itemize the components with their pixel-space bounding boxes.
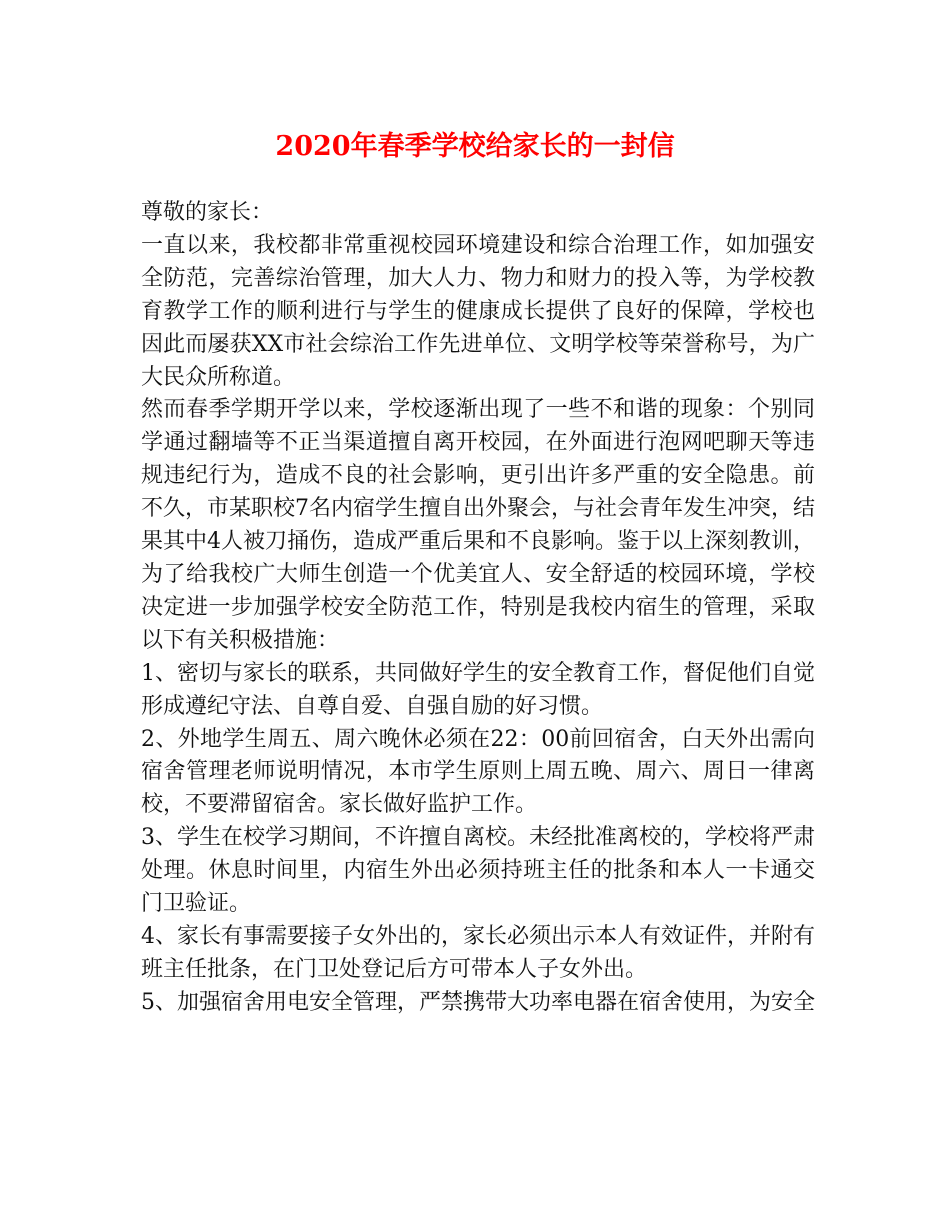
document-title: 2020年春季学校给家长的一封信 [275,131,675,162]
letter-body [141,197,815,1020]
measure-1: 1、密切与家长的联系，共同做好学生的安全教育工作，督促他们自觉形成遵纪守法、自尊自爱、自强自励的好习惯。 [141,660,815,719]
measure-3: 3、学生在校学习期间，不许擅自离校。未经批准离校的，学校将严肃处理。休息时间里，内宿生外出必须持班主任的批条和本人一卡通交门卫验证。 [141,825,815,917]
measure-2: 2、外地学生周五、周六晚休必须在22：00前回宿舍，白天外出需向宿舍管理老师说明情况，本市学生原则上周五晚、周六、周日一律离校，不要滞留宿舍。家长做好监护工作。 [141,726,815,818]
paragraph-intro: 一直以来，我校都非常重视校园环境建设和综合治理工作，如加强安全防范，完善综治管理，加大人力、物力和财力的投入等，为学校教育教学工作的顺利进行与学生的健康成长提供了良好的保障，学校也因此而屡获XX市社会综治工作先进单位、文明学校等荣誉称号，为广大民众所称道。 [141,232,815,390]
measure-4: 4、家长有事需要接子女外出的，家长必须出示本人有效证件，并附有班主任批条，在门卫处登记后方可带本人子女外出。 [141,923,815,982]
measure-5: 5、加强宿舍用电安全管理，严禁携带大功率电器在宿舍使用，为安全 [141,989,815,1015]
greeting: 尊敬的家长： [141,200,274,225]
paragraph-situation: 然而春季学期开学以来，学校逐渐出现了一些不和谐的现象：个别同学通过翻墙等不正当渠道擅自离开校园，在外面进行泡网吧聊天等违规违纪行为，造成不良的社会影响，更引出许多严重的安全隐患。前不久，市某职校7名内宿学生擅自出外聚会，与社会青年发生冲突，结果其中4人被刀捅伤，造成严重后果和不良影响。鉴于以上深刻教训，为了给我校广大师生创造一个优美宜人、安全舒适的校园环境，学校决定进一步加强学校安全防范工作，特别是我校内宿生的管理，采取以下有关积极措施： [141,397,815,653]
